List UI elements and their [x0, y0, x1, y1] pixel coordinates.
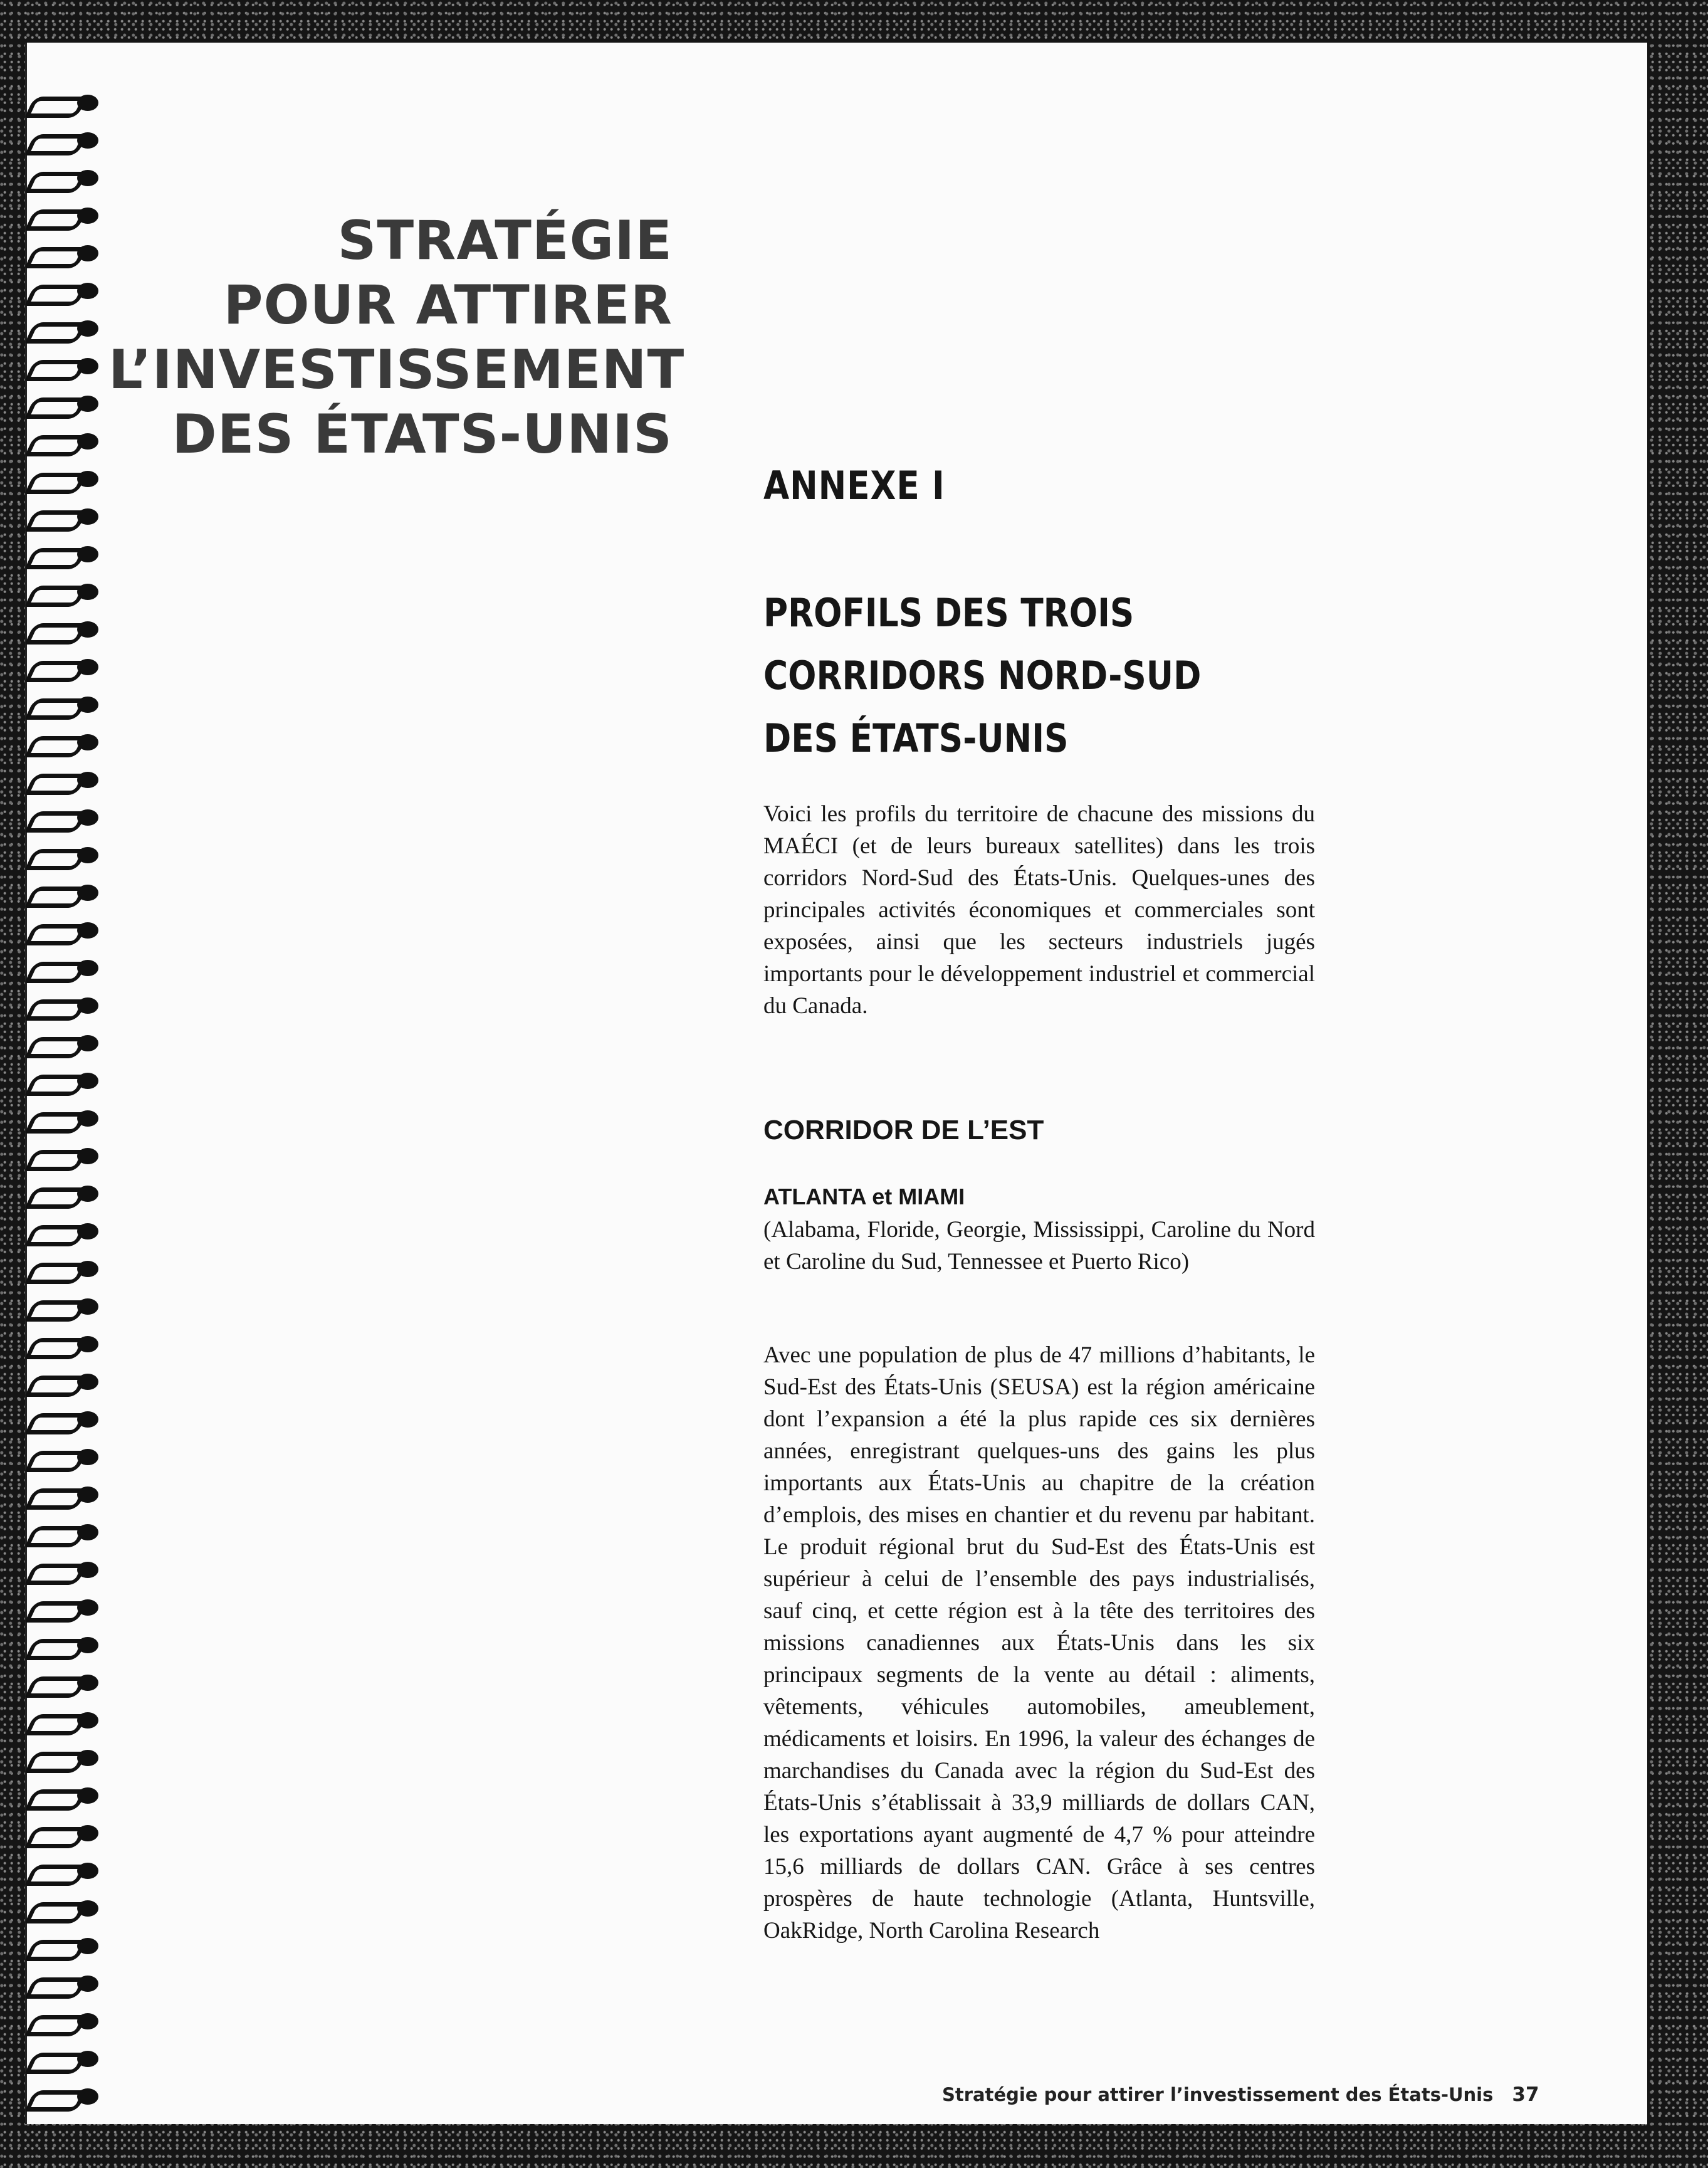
cover-title-line: DES ÉTATS-UNIS — [172, 403, 673, 466]
cover-title-line: POUR ATTIRER — [223, 274, 673, 337]
corridor-heading: CORRIDOR DE L’EST — [763, 1115, 1044, 1145]
binding-ring — [27, 1297, 101, 1319]
intro-paragraph: Voici les profils du territoire de chacune des missions du MAÉCI (et de leurs bureaux satellites) dans les trois corridors Nord-Sud des États-Unis. Quelques-unes des principales activités économiques et commerciales sont exposées, ainsi que les secteurs industriels jugés importants pour le développement industriel et commercial du Canada. — [763, 801, 1315, 1019]
page-number: 37 — [1512, 2083, 1539, 2106]
binding-ring — [27, 2049, 101, 2071]
binding-ring — [27, 243, 101, 266]
binding-ring — [27, 93, 101, 115]
section-title — [763, 582, 1249, 770]
page-footer — [942, 2083, 1539, 2106]
cover-title — [108, 209, 685, 467]
binding-ring — [27, 770, 101, 792]
binding-ring — [27, 168, 101, 191]
binding-ring — [27, 130, 101, 153]
binding-ring — [27, 1146, 101, 1169]
section-title-line: DES ÉTATS-UNIS — [763, 715, 1069, 761]
binding-ring — [27, 619, 101, 642]
binding-ring — [27, 996, 101, 1018]
binding-ring — [27, 732, 101, 755]
spiral-binding — [27, 93, 108, 2149]
main-paragraph: Avec une population de plus de 47 millions d’habitants, le Sud-Est des États-Unis (SEUSA) est la région américaine dont l’expansion a été la plus rapide ces six dernières années, enregistrant quelques-uns des gains les plus importants aux États-Unis au chapitre de la création d’emplois, des mises en chantier et du revenu par habitant. Le produit régional brut du Sud-Est des États-Unis est supérieur à celui de l’ensemble des pays industrialisés, sauf cinq, et cette région est à la tête des territoires des missions canadiennes aux États-Unis dans les six principaux segments de la vente au détail : aliments, vêtements, véhicules automobiles, ameublement, médicaments et loisirs. En 1996, la valeur des échanges de marchandises du Canada avec la région du Sud-Est des États-Unis s’établissait à 33,9 milliards de dollars CAN, les exportations ayant augmenté de 4,7 % pour atteindre 15,6 milliards de dollars CAN. Grâce à ses centres prospères de haute technologie (Atlanta, Huntsville, OakRidge, North Carolina Research — [763, 1342, 1315, 1944]
binding-ring — [27, 1033, 101, 1056]
binding-ring — [27, 1184, 101, 1206]
binding-ring — [27, 2086, 101, 2109]
binding-ring — [27, 1447, 101, 1470]
binding-ring — [27, 1372, 101, 1394]
binding-ring — [27, 1748, 101, 1771]
binding-ring — [27, 1522, 101, 1545]
binding-ring — [27, 1898, 101, 1921]
binding-ring — [27, 808, 101, 830]
binding-ring — [27, 1861, 101, 1883]
document-page — [25, 43, 1647, 2124]
binding-ring — [27, 1786, 101, 1808]
binding-ring — [27, 1560, 101, 1582]
binding-ring — [27, 1071, 101, 1093]
binding-ring — [27, 394, 101, 416]
binding-ring — [27, 1823, 101, 1846]
binding-ring — [27, 356, 101, 379]
binding-ring — [27, 1635, 101, 1658]
binding-ring — [27, 845, 101, 868]
binding-ring — [27, 318, 101, 341]
binding-ring — [27, 544, 101, 567]
binding-ring — [27, 281, 101, 303]
binding-ring — [27, 431, 101, 454]
cover-title-line: L’INVESTISSEMENT — [108, 339, 685, 401]
binding-ring — [27, 1974, 101, 1996]
running-title: Stratégie pour attirer l’investissement des États-Unis — [942, 2084, 1494, 2105]
binding-ring — [27, 1597, 101, 1620]
binding-ring — [27, 958, 101, 981]
binding-ring — [27, 1936, 101, 1959]
binding-ring — [27, 883, 101, 905]
binding-ring — [27, 1485, 101, 1507]
section-title-line: PROFILS DES TROIS — [763, 590, 1134, 636]
binding-ring — [27, 1259, 101, 1281]
binding-ring — [27, 1710, 101, 1733]
binding-ring — [27, 1409, 101, 1432]
cover-title-line: STRATÉGIE — [337, 209, 673, 272]
binding-ring — [27, 2011, 101, 2034]
states-list: (Alabama, Floride, Georgie, Mississippi, Caroline du Nord et Caroline du Sud, Tennessee et Puerto Rico) — [763, 1217, 1315, 1275]
binding-ring — [27, 1221, 101, 1244]
binding-ring — [27, 1108, 101, 1131]
binding-ring — [27, 469, 101, 492]
binding-ring — [27, 507, 101, 529]
binding-ring — [27, 695, 101, 717]
binding-ring — [27, 582, 101, 604]
section-title-line: CORRIDORS NORD-SUD — [763, 653, 1202, 698]
binding-ring — [27, 657, 101, 680]
binding-ring — [27, 206, 101, 228]
binding-ring — [27, 1673, 101, 1695]
binding-ring — [27, 1334, 101, 1357]
binding-ring — [27, 920, 101, 943]
annex-title: ANNEXE I — [763, 463, 945, 508]
city-heading: ATLANTA et MIAMI — [763, 1184, 965, 1209]
